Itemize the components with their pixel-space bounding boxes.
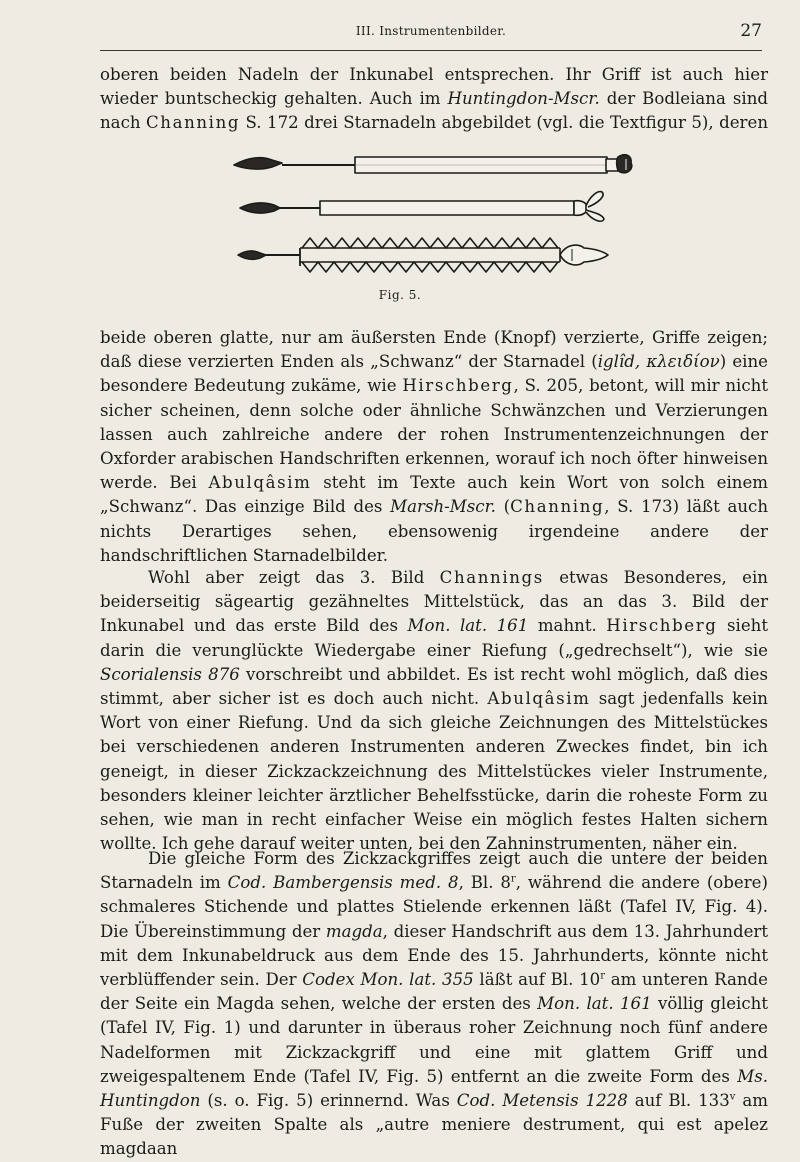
intro-line-1: oberen beiden Nadeln der Inkunabel entsprechen. Ihr Griff ist auch hier: [100, 65, 768, 84]
author-name: Channing: [146, 113, 241, 133]
paragraph-2: Wohl aber zeigt das 3. Bild Channings etwas Besonderes, ein beiderseitig sägeartig gezähneltes Mittelstück, das an das 3. Bild der Inkunabel und das erste Bild des Mon. lat. 161 mahnt. Hirschberg sieht darin die verunglückte Wiedergabe einer Riefung („gedrechselt“), wie sie Scorialensis 876 vorschreibt und abbildet. Es ist recht wohl möglich, daß dies stimmt, aber sicher ist es doch auch nicht. Abulqâsim sagt jedenfalls kein Wort von einer Riefung. Und da sich gleiche Zeichnungen des Mittelstückes bei verschiedenen anderen Instrumenten anderen Zweckes findet, bin ich geneigt, in dieser Zickzackzeichnung des Mittelstückes vieler Instrumente, besonders kleiner leichter ärztlicher Behelfsstücke, darin die roheste Form zu sehen, wie man in recht einfacher Weise ein möglich festes Halten sichern wollte. Ich gehe darauf weiter unten, bei den Zahninstrumenten, näher ein.: [100, 568, 769, 854]
page-header: [100, 20, 762, 51]
intro-text: [100, 63, 768, 136]
figure-5-needles: [220, 148, 640, 276]
paragraph-3: Die gleiche Form des Zickzackgriffes zeigt auch die untere der beiden Starnadeln im Cod. Bambergensis med. 8, Bl. 8$^r$, während die andere (obere) schmaleres Stichende und plattes Stielende erkennen läßt (Tafel IV, Fig. 4). Die Übereinstimmung der magda, dieser Handschrift aus dem 13. Jahrhundert mit dem Inkunabeldruck aus dem Ende des 15. Jahrhunderts, könnte nicht verblüffender sein. Der Codex Mon. lat. 355 läßt auf Bl. 10$^r$ am unteren Rande der Seite ein Magda sehen, welche der ersten des Mon. lat. 161 völlig gleicht (Tafel IV, Fig. 1) und darunter in überaus roher Zeichnung noch fünf andere Nadelformen mit Zickzackgriff und eine mit glattem Griff und zweigespaltenem Ende (Tafel IV, Fig. 5) entfernt an die zweite Form des Ms. Huntingdon (s. o. Fig. 5) erinnernd. Was Cod. Metensis 1228 auf Bl. 133$^v$ am Fuße der zweiten Spalte als „autre meniere destrument, qui est apelez magdaan: [100, 849, 768, 1159]
intro-line-3: nach Channing S. 172 drei Starnadeln abgebildet (vgl. die Textfigur 5), deren: [100, 113, 769, 133]
needle-bottom-zigzag: [238, 238, 608, 272]
page-number: 27: [740, 21, 762, 41]
intro-line-2: wieder buntscheckig gehalten. Auch im Huntingdon-Mscr. der Bodleiana sind: [100, 89, 769, 109]
needle-top: [234, 155, 632, 173]
paragraph-1: beide oberen glatte, nur am äußersten Ende (Knopf) verzierte, Griffe zeigen; daß diese verzierten Enden als „Schwanz“ der Starnadel (iglîd, κλειδίον) eine besondere Bedeutung zukäme, wie Hirschberg, S. 205, betont, will mir nicht sicher scheinen, denn solche oder ähnliche Schwänzchen und Verzierungen lassen auch zahlreiche andere der rohen Instrumentenzeichnungen der Oxforder arabischen Handschriften erkennen, worauf ich noch öfter hinweisen werde. Bei Abulqâsim steht im Texte auch kein Wort von solch einem „Schwanz“. Das einzige Bild des Marsh-Mscr. (Channing, S. 173) läßt auch nichts Derartiges sehen, ebensowenig irgendeine andere der handschriftlichen Starnadelbilder.: [100, 328, 769, 565]
running-title: III. Instrumentenbilder.: [355, 24, 507, 38]
manuscript-reference: Huntingdon-Mscr.: [447, 89, 600, 109]
needle-middle: [240, 192, 604, 222]
figure-caption: Fig. 5.: [378, 288, 422, 302]
